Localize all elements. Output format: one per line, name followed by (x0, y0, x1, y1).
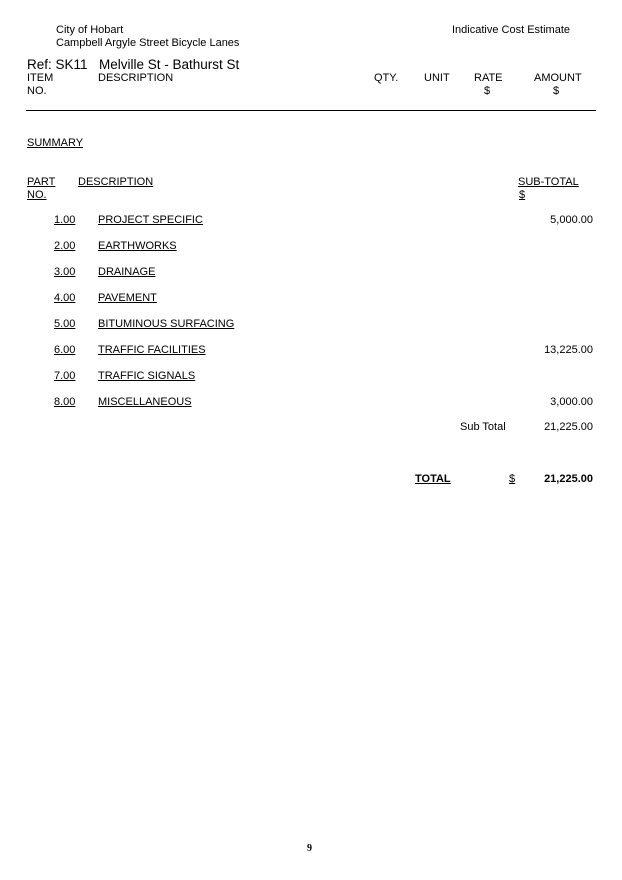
part-description: TRAFFIC SIGNALS (98, 370, 196, 382)
column-item-no: NO. (27, 85, 47, 97)
header-divider (26, 110, 596, 111)
part-description: BITUMINOUS SURFACING (98, 318, 235, 330)
part-number: 2.00 (54, 240, 76, 252)
total-currency: $ (509, 473, 516, 485)
part-subtotal: 5,000.00 (550, 214, 593, 226)
part-description: EARTHWORKS (98, 240, 177, 252)
column-description: DESCRIPTION (98, 72, 174, 84)
part-number: 6.00 (54, 344, 76, 356)
summary-no-label: NO. (27, 189, 47, 201)
column-rate-unit: $ (484, 85, 491, 97)
total-label: TOTAL (415, 473, 451, 485)
part-number: 5.00 (54, 318, 76, 330)
summary-subtotal-unit: $ (519, 189, 526, 201)
part-number: 7.00 (54, 370, 76, 382)
part-description: PAVEMENT (98, 292, 157, 304)
part-subtotal: 3,000.00 (550, 396, 593, 408)
summary-description-label: DESCRIPTION (78, 176, 154, 188)
part-description: TRAFFIC FACILITIES (98, 344, 206, 356)
location-title: Melville St - Bathurst St (99, 57, 240, 72)
summary-part-label: PART (27, 176, 56, 188)
part-number: 3.00 (54, 266, 76, 278)
summary-subtotal-label: SUB-TOTAL (518, 176, 579, 188)
sub-total-label: Sub Total (460, 421, 506, 433)
project-name: Campbell Argyle Street Bicycle Lanes (56, 37, 240, 49)
part-description: DRAINAGE (98, 266, 156, 278)
total-value: 21,225.00 (544, 473, 593, 485)
part-number: 4.00 (54, 292, 76, 304)
part-subtotal: 13,225.00 (544, 344, 593, 356)
reference-code: Ref: SK11 (27, 57, 88, 72)
summary-heading: SUMMARY (27, 137, 84, 149)
organization-name: City of Hobart (56, 24, 124, 36)
column-amount-unit: $ (553, 85, 560, 97)
part-number: 1.00 (54, 214, 76, 226)
page-number: 9 (307, 843, 312, 854)
column-item: ITEM (27, 72, 54, 84)
column-unit: UNIT (424, 72, 450, 84)
column-rate: RATE (474, 72, 503, 84)
sub-total-value: 21,225.00 (544, 421, 593, 433)
column-amount: AMOUNT (534, 72, 582, 84)
part-description: MISCELLANEOUS (98, 396, 192, 408)
document-type: Indicative Cost Estimate (452, 24, 570, 36)
part-description: PROJECT SPECIFIC (98, 214, 203, 226)
column-qty: QTY. (374, 72, 399, 84)
part-number: 8.00 (54, 396, 76, 408)
